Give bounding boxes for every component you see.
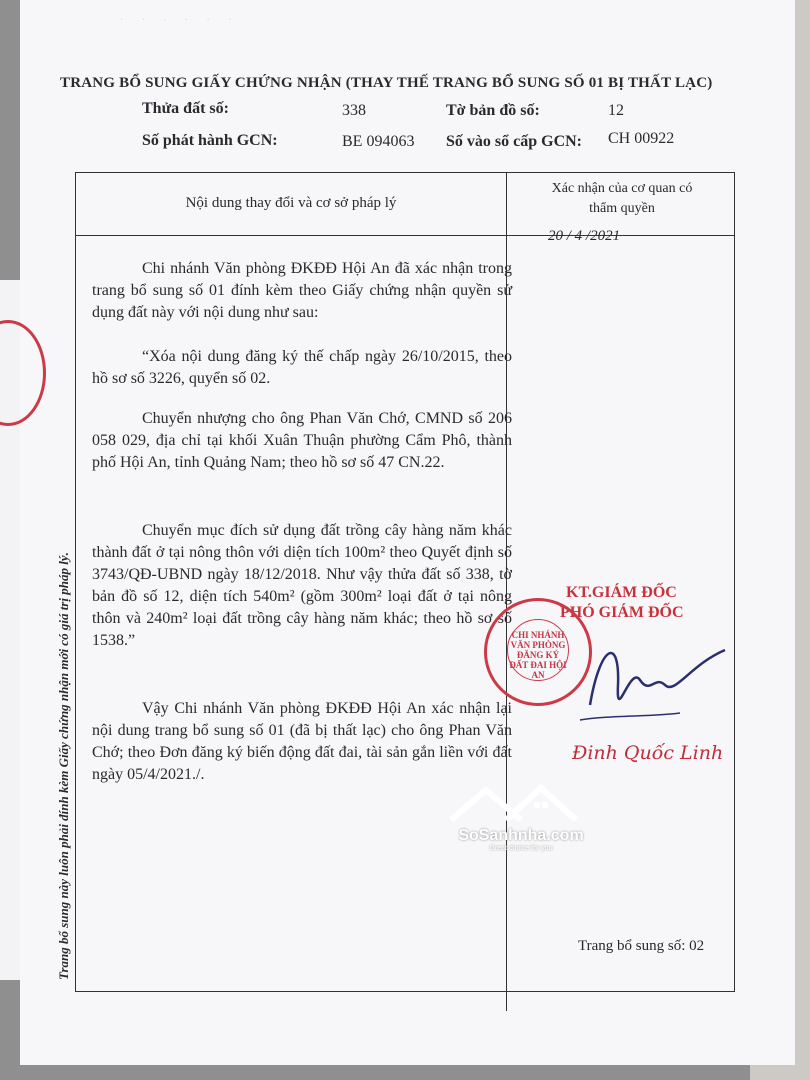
paragraph-5: Vậy Chi nhánh Văn phòng ĐKĐĐ Hội An xác nhận lại nội dung trang bổ sung số 01 (đã bị thất lạc) cho ông Phan Văn Chớ; theo Đơn đăng ký biến động đất đai, tài sản gắn liền với đất ngày 05/4/2021./. bbox=[92, 700, 512, 783]
watermark-tagline: Great choice for you bbox=[489, 845, 553, 852]
col2-header-line1: Xác nhận của cơ quan có bbox=[551, 181, 693, 196]
paragraph-3: Chuyển nhượng cho ông Phan Văn Chớ, CMND số 206 058 029, địa chỉ tại khối Xuân Thuận phường Cẩm Phô, thành phố Hội An, tỉnh Quảng Nam; theo hồ sơ số 47 CN.22. bbox=[92, 410, 512, 471]
thua-label: Thửa đất số: bbox=[142, 100, 229, 117]
side-note: Trang bổ sung này luôn phải đính kèm Giấy chứng nhận mới có giá trị pháp lý. bbox=[56, 552, 71, 980]
signature-mark bbox=[570, 625, 730, 745]
paragraph-4: Chuyển mục đích sử dụng đất trồng cây hàng năm khác thành đất ở tại nông thôn với diện tích 100m² theo Quyết định số 3743/QĐ-UBND ngày 18/12/2018. Như vậy thửa đất số 338, tờ bản đồ số 12, diện tích 540m² (gồm 300m² loại đất ở tại nông thôn và 240m² loại đất trồng cây hàng năm khác; theo hồ sơ số 1538.” bbox=[92, 522, 512, 649]
watermark bbox=[446, 782, 596, 852]
paragraph-2: “Xóa nội dung đăng ký thế chấp ngày 26/10/2015, theo hồ sơ số 3226, quyển số 02. bbox=[92, 348, 512, 387]
page-footer: Trang bổ sung số: 02 bbox=[578, 938, 705, 954]
confirmation-date: 20 / 4 /2021 bbox=[548, 228, 621, 244]
to-label: Tờ bản đồ số: bbox=[446, 102, 540, 119]
column-header-content: Nội dung thay đổi và cơ sở pháp lý bbox=[185, 195, 397, 211]
sign-title-line2: PHÓ GIÁM ĐỐC bbox=[560, 604, 684, 621]
paragraph-1: Chi nhánh Văn phòng ĐKĐĐ Hội An đã xác nhận trong trang bổ sung số 01 đính kèm theo Giấy chứng nhận quyền sử dụng đất này với nội dung như sau: bbox=[92, 260, 512, 321]
house-logo-icon bbox=[446, 782, 596, 822]
stamp-center: CHI NHÁNH VĂN PHÒNG ĐĂNG KÝ ĐẤT ĐAI HỘI AN bbox=[507, 619, 569, 681]
smudge-marks: · · ∙ · · · bbox=[120, 15, 240, 26]
col2-header-line2: thẩm quyền bbox=[589, 201, 655, 216]
phat-hanh-label: Số phát hành GCN: bbox=[142, 132, 278, 149]
thua-value: 338 bbox=[342, 102, 366, 119]
column-header-confirmation bbox=[508, 179, 736, 219]
vao-so-label: Số vào sổ cấp GCN: bbox=[446, 133, 583, 150]
signer-name: Đinh Quốc Linh bbox=[572, 742, 724, 764]
to-value: 12 bbox=[608, 102, 624, 119]
watermark-brand: SoSanhnha.com bbox=[458, 827, 584, 844]
phat-hanh-value: BE 094063 bbox=[342, 133, 415, 150]
sign-title-line1: KT.GIÁM ĐỐC bbox=[566, 584, 677, 601]
table-header-rule bbox=[76, 235, 734, 236]
document-title: TRANG BỔ SUNG GIẤY CHỨNG NHẬN (THAY THẾ TRANG BỔ SUNG SỐ 01 BỊ THẤT LẠC) bbox=[60, 75, 713, 91]
vao-so-value: CH 00922 bbox=[608, 130, 675, 147]
